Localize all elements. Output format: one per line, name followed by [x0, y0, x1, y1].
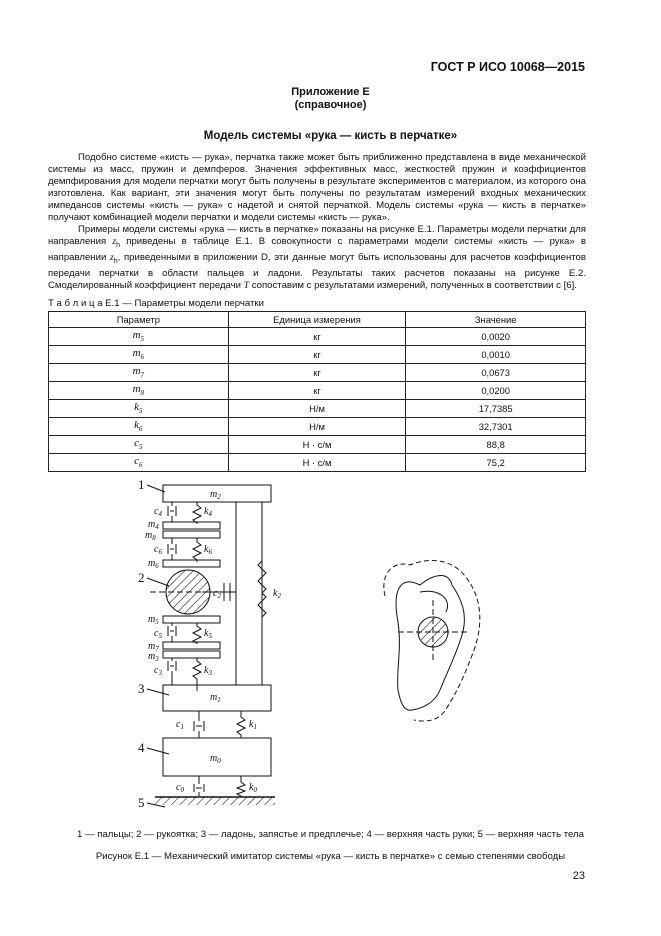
symbol-z: z	[109, 252, 114, 264]
figure-legend: 1 — пальцы; 2 — рукоятка; 3 — ладонь, запястье и предплечье; 4 — верхняя часть руки; 5 — верхняя часть тела	[77, 829, 584, 840]
label-m2: $m_2$	[210, 489, 221, 501]
table-header-row	[49, 312, 586, 328]
callout-leader-1	[147, 485, 165, 492]
callout-2: 2	[138, 570, 145, 585]
appendix-heading	[0, 86, 661, 112]
callout-5: 5	[138, 795, 145, 810]
table-row	[49, 328, 586, 346]
standard-number: ГОСТ Р ИСО 10068—2015	[430, 60, 585, 74]
label-c3: $c_3$	[154, 665, 162, 677]
parameters-table	[48, 311, 586, 472]
damper-c1	[194, 711, 204, 738]
value-cell: 0,0010	[406, 346, 586, 364]
label-m5: $m_5$	[148, 614, 159, 626]
label-c0: $c_0$	[176, 782, 184, 794]
value-cell: 0,0020	[406, 328, 586, 346]
param-cell: $m_6$	[49, 346, 229, 364]
mass-m6-plate	[163, 560, 220, 567]
label-k3: $k_3$	[204, 665, 212, 677]
callout-4: 4	[138, 740, 145, 755]
table-row	[49, 346, 586, 364]
spring-k5	[193, 623, 201, 644]
table-row	[49, 382, 586, 400]
label-c1: $c_1$	[176, 719, 184, 731]
param-cell: $m_5$	[49, 328, 229, 346]
appendix-subtitle: (справочное)	[294, 99, 367, 111]
mass-m5-plate	[163, 616, 220, 623]
value-cell: 32,7301	[406, 418, 586, 436]
param-cell: $m_7$	[49, 364, 229, 382]
symbol-sub: h	[113, 258, 118, 265]
symbol-z: z	[112, 236, 117, 248]
callout-1: 1	[138, 477, 145, 492]
label-k1: $k_1$	[249, 719, 257, 731]
paragraph-2-part-c: , приведенными в приложении D, эти данные могут быть использованы для расчетов коэффициентов передачи перчатки в области пальцев и ладони. Результаты таких расчетов показаны на рисунке Е.2. Смоделированный коэффициент передачи	[48, 252, 586, 292]
label-m4: $m_4$	[148, 519, 159, 531]
unit-cell: Н · с/м	[228, 454, 406, 472]
label-m7: $m_7$	[148, 641, 159, 653]
callout-leader-3	[147, 689, 169, 695]
ground-hatch	[155, 797, 275, 805]
column-header: Параметр	[49, 312, 229, 328]
label-m0: $m_0$	[210, 753, 221, 765]
label-m6: $m_6$	[148, 558, 159, 570]
label-m8: $m_8$	[145, 530, 156, 542]
value-cell: 88,8	[406, 436, 586, 454]
callout-3: 3	[138, 681, 145, 696]
mechanical-model-figure	[0, 476, 661, 821]
label-c2: $c_2$	[213, 588, 221, 600]
label-m1: $m_1$	[210, 692, 221, 704]
label-c5: $c_5$	[154, 628, 162, 640]
spring-k6	[193, 538, 201, 562]
mass-m4-plate	[163, 522, 220, 529]
param-cell: $c_5$	[49, 436, 229, 454]
value-cell: 0,0200	[406, 382, 586, 400]
label-m3: $m_3$	[148, 651, 159, 663]
figure-caption: Рисунок Е.1 — Механический имитатор системы «рука — кисть в перчатке» с семью степенями свободы	[95, 851, 566, 862]
callout-leader-4	[147, 748, 169, 754]
unit-cell: кг	[228, 328, 406, 346]
spring-k3	[193, 658, 201, 691]
damper-c3	[168, 658, 176, 685]
param-cell: $m_8$	[49, 382, 229, 400]
page-number: 23	[572, 870, 585, 882]
damper-c0	[194, 776, 204, 796]
spring-k4	[193, 502, 201, 524]
label-k6: $k_6$	[204, 544, 212, 556]
unit-cell: Н/м	[228, 418, 406, 436]
unit-cell: кг	[228, 346, 406, 364]
unit-cell: Н/м	[228, 400, 406, 418]
callout-leader-2	[147, 578, 169, 586]
label-k5: $k_5$	[204, 628, 212, 640]
spring-k1	[237, 711, 245, 738]
value-cell: 17,7385	[406, 400, 586, 418]
appendix-title: Приложение Е	[291, 86, 370, 98]
spring-k0	[237, 776, 245, 797]
paragraph-2-part-d: сопоставим с результатами измерений, полученных в соответствии с [6].	[249, 280, 577, 292]
table-row	[49, 400, 586, 418]
column-header: Единица измерения	[228, 312, 406, 328]
table-row	[49, 454, 586, 472]
mass-m3-plate	[163, 651, 220, 658]
mass-m8-plate	[163, 531, 220, 538]
label-k4: $k_4$	[204, 506, 212, 518]
label-c4: $c_4$	[154, 506, 162, 518]
symbol-T: T	[243, 280, 250, 292]
param-cell: $c_6$	[49, 454, 229, 472]
paragraph-2	[48, 224, 586, 292]
paragraph-1: Подобно системе «кисть — рука», перчатка также может быть приближенно представлена в виде механической системы из масс, пружин и демпферов. Значения эффективных масс, жесткостей пружин и коэффициентов демпфирования для модели перчатки могут быть получены в результате экспериментов с материалом, из которого она изготовлена. Как вариант, эти значения могут быть получены по результатам измерений входных механических импедансов системы «кисть — рука» с надетой и снятой перчаткой. Модель системы «рука — кисть в перчатке» получают комбинацией модели перчатки и модели системы «кисть — рука».	[48, 152, 586, 224]
param-cell: $k_5$	[49, 400, 229, 418]
symbol-sub: h	[116, 242, 121, 249]
paragraph-2-part-a: Примеры модели системы «рука — кисть в перчатке» показаны на рисунке Е.1. Параметры модели перчатки для направления	[48, 224, 586, 248]
table-row	[49, 364, 586, 382]
label-k2: $k_2$	[273, 588, 281, 600]
unit-cell: кг	[228, 364, 406, 382]
damper-c5	[168, 623, 176, 642]
damper-c4	[168, 502, 176, 522]
label-k0: $k_0$	[249, 782, 257, 794]
table-row	[49, 418, 586, 436]
section-title: Модель системы «рука — кисть в перчатке»	[203, 130, 458, 142]
label-c6: $c_6$	[154, 544, 162, 556]
damper-c6	[168, 538, 176, 560]
column-header: Значение	[406, 312, 586, 328]
table-row	[49, 436, 586, 454]
unit-cell: кг	[228, 382, 406, 400]
mass-m7-plate	[163, 642, 220, 649]
value-cell: 0,0673	[406, 364, 586, 382]
param-cell: $k_6$	[49, 418, 229, 436]
paragraph-2-part-b: приведены в таблице Е.1. В совокупности с параметрами модели системы «кисть — рука» в направлении	[48, 236, 586, 264]
value-cell: 75,2	[406, 454, 586, 472]
unit-cell: Н · с/м	[228, 436, 406, 454]
finger-line	[420, 591, 448, 612]
table-caption: Т а б л и ц а Е.1 — Параметры модели перчатки	[48, 298, 264, 309]
